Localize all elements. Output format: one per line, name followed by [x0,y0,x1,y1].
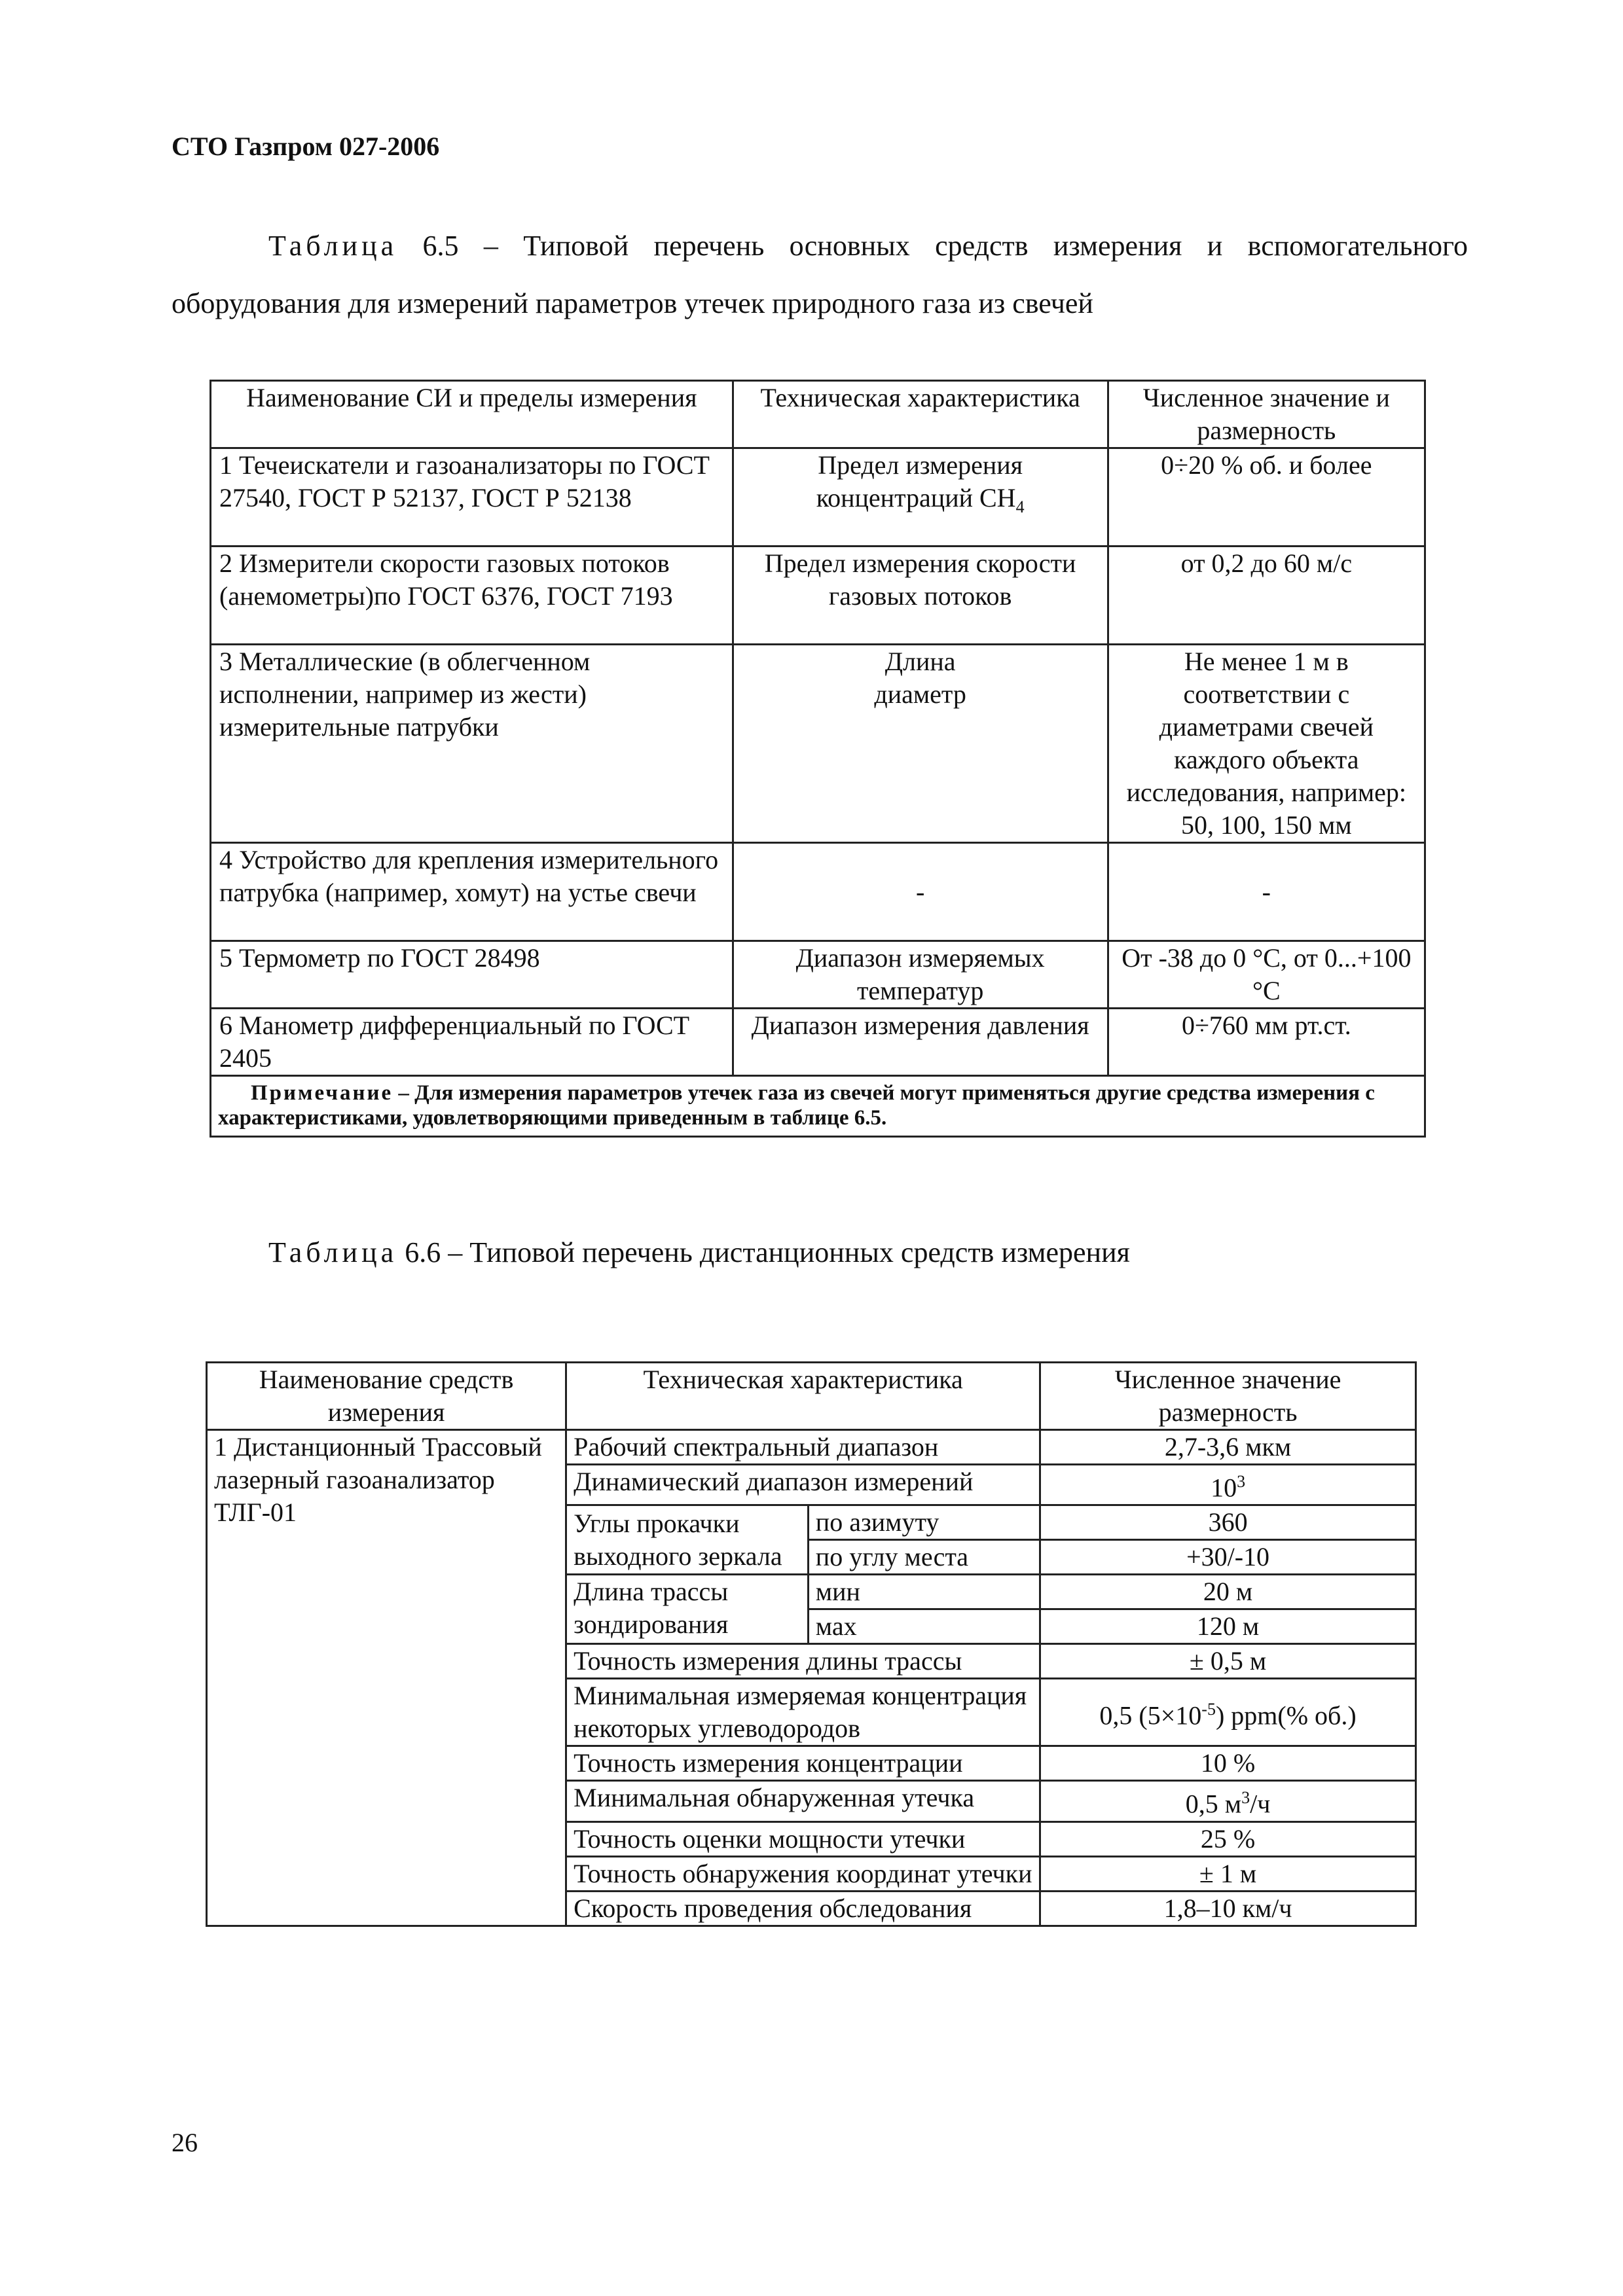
value-part: ) ppm(% об.) [1215,1700,1357,1730]
caption-label: Таблица [268,230,398,262]
name-cell: 6 Манометр дифференциальный по ГОСТ 2405 [211,1009,733,1076]
name-cell: 1 Течеискатели и газоанализаторы по ГОСТ 27540, ГОСТ Р 52137, ГОСТ Р 52138 [211,448,733,547]
value-cell: От -38 до 0 °С, от 0...+100 °С [1108,941,1425,1009]
caption-text: 6.5 – Типовой перечень основных средств измерения и вспомогательного оборудования для измерений параметров утечек природного газа из свечей [172,230,1468,319]
table-6-6 [206,1361,1417,1927]
char-cell: - [733,843,1108,941]
value-cell: 1,8–10 км/ч [1040,1891,1416,1926]
char-cell: Динамический диапазон измерений [566,1465,1040,1505]
value-cell: +30/-10 [1040,1540,1416,1575]
value-cell [1040,1679,1416,1746]
value-base: 10 [1211,1473,1237,1503]
value-cell [1040,1465,1416,1505]
char-cell: Рабочий спектральный диапазон [566,1430,1040,1465]
caption-text: 6.6 – Типовой перечень дистанционных средств измерения [397,1236,1130,1268]
value-part: /ч [1250,1789,1271,1819]
char-subscript: 4 [1015,497,1025,516]
value-cell: 360 [1040,1505,1416,1540]
char-cell: Точность измерения длины трассы [566,1644,1040,1679]
table-row [211,843,1425,941]
note-text: – Для измерения параметров утечек газа из свечей могут применяться другие средства измерения с характеристиками, удовлетворяющими приведенным в таблице 6.5. [218,1081,1375,1130]
name-cell: 3 Металлические (в облегченном исполнении, например из жести) измерительные патрубки [211,645,733,843]
table-note [211,1076,1425,1137]
value-superscript: 3 [1241,1788,1250,1808]
char-text: Предел измерения концентраций CH [816,450,1023,512]
device-name-cell: 1 Дистанционный Трассовый лазерный газоанализатор ТЛГ-01 [207,1430,566,1926]
char-cell: Точность измерения концентрации [566,1746,1040,1781]
table-6-5 [210,380,1426,1138]
value-cell: 2,7-3,6 мкм [1040,1430,1416,1465]
value-cell: - [1108,843,1425,941]
name-cell: 4 Устройство для крепления измерительного патрубка (например, хомут) на устье свечи [211,843,733,941]
value-part: 0,5 м [1185,1789,1242,1819]
sub-cell: мин [808,1575,1040,1609]
header-cell: Численное значение и размерность [1108,381,1425,448]
table-6-5-caption [172,217,1468,332]
value-cell: от 0,2 до 60 м/с [1108,547,1425,645]
table-row [211,547,1425,645]
char-cell [733,645,1108,843]
value-cell: 0÷760 мм рт.ст. [1108,1009,1425,1076]
value-cell: ± 1 м [1040,1856,1416,1891]
document-header: СТО Газпром 027-2006 [172,132,440,161]
table-note-row [211,1076,1425,1137]
header-cell: Техническая характеристика [733,381,1108,448]
value-cell: Не менее 1 м в соответствии с диаметрами свечей каждого объекта исследования, например: 50, 100, 150 мм [1108,645,1425,843]
char-cell: Скорость проведения обследования [566,1891,1040,1926]
group-cell: Длина трассы зондирования [566,1575,809,1644]
header-cell: Численное значение размерность [1040,1363,1416,1430]
table-6-6-caption [268,1224,1130,1282]
char-cell: Точность оценки мощности утечки [566,1821,1040,1856]
value-cell [1040,1781,1416,1821]
note-label: Примечание [251,1081,393,1105]
char-cell: Минимальная обнаруженная утечка [566,1781,1040,1821]
table-row [207,1430,1416,1465]
value-part: 0,5 (5×10 [1099,1700,1202,1730]
header-cell: Техническая характеристика [566,1363,1040,1430]
char-cell: Предел измерения скорости газовых потоков [733,547,1108,645]
value-cell: 20 м [1040,1575,1416,1609]
char-text: Длина диаметр [874,647,966,709]
table-row [211,941,1425,1009]
table-header-row [211,381,1425,448]
header-cell: Наименование СИ и пределы измерения [211,381,733,448]
value-cell: 0÷20 % об. и более [1108,448,1425,547]
name-cell: 2 Измерители скорости газовых потоков (анемометры)по ГОСТ 6376, ГОСТ 7193 [211,547,733,645]
char-cell: Диапазон измерения давления [733,1009,1108,1076]
value-superscript: -5 [1201,1699,1216,1719]
table-row [211,1009,1425,1076]
value-superscript: 3 [1237,1472,1246,1491]
char-cell: Диапазон измеряемых температур [733,941,1108,1009]
sub-cell: мах [808,1609,1040,1644]
header-cell: Наименование средств измерения [207,1363,566,1430]
caption-label: Таблица [268,1236,398,1268]
char-cell [733,448,1108,547]
char-cell: Минимальная измеряемая концентрация некоторых углеводородов [566,1679,1040,1746]
group-cell: Углы прокачки выходного зеркала [566,1505,809,1575]
table-row [211,448,1425,547]
char-cell: Точность обнаружения координат утечки [566,1856,1040,1891]
page-number: 26 [172,2128,198,2157]
sub-cell: по углу места [808,1540,1040,1575]
table-row [211,645,1425,843]
value-cell: 25 % [1040,1821,1416,1856]
value-cell: 10 % [1040,1746,1416,1781]
table-header-row [207,1363,1416,1430]
sub-cell: по азимуту [808,1505,1040,1540]
value-cell: 120 м [1040,1609,1416,1644]
name-cell: 5 Термометр по ГОСТ 28498 [211,941,733,1009]
value-cell: ± 0,5 м [1040,1644,1416,1679]
